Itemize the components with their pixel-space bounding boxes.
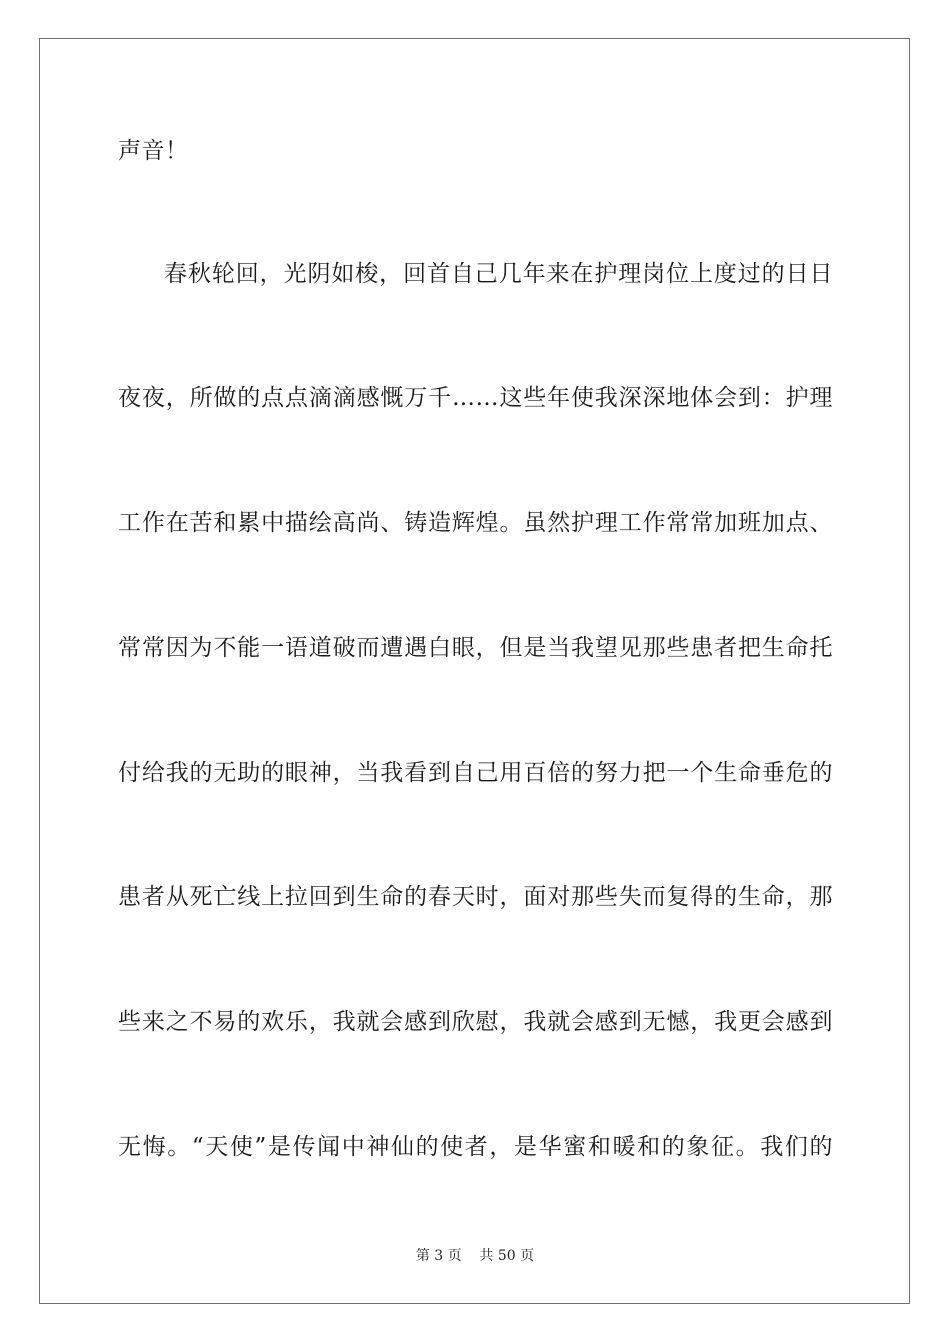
text-line-6: 付给我的无助的眼神，当我看到自己用百倍的努力把一个生命垂危的 bbox=[118, 760, 833, 786]
text-line-4: 工作在苦和累中描绘高尚、铸造辉煌。虽然护理工作常常加班加点、 bbox=[118, 510, 833, 536]
text-line-9: 无悔。“天使”是传闻中神仙的使者，是华蜜和暖和的象征。我们的 bbox=[118, 1134, 833, 1160]
text-line-3: 夜夜，所做的点点滴滴感慨万千……这些年使我深深地体会到：护理 bbox=[118, 385, 833, 411]
text-line-1: 声音！ bbox=[118, 138, 189, 164]
text-line-8: 些来之不易的欢乐，我就会感到欣慰，我就会感到无憾，我更会感到 bbox=[118, 1009, 833, 1035]
page-number-footer: 第 3 页 共 50 页 bbox=[415, 1248, 535, 1264]
text-line-7: 患者从死亡线上拉回到生命的春天时，面对那些失而复得的生命，那 bbox=[118, 884, 833, 910]
text-line-2: 春秋轮回，光阴如梭，回首自己几年来在护理岗位上度过的日日 bbox=[164, 261, 833, 287]
page-border bbox=[39, 38, 910, 1304]
text-line-5: 常常因为不能一语道破而遭遇白眼，但是当我望见那些患者把生命托 bbox=[118, 635, 833, 661]
